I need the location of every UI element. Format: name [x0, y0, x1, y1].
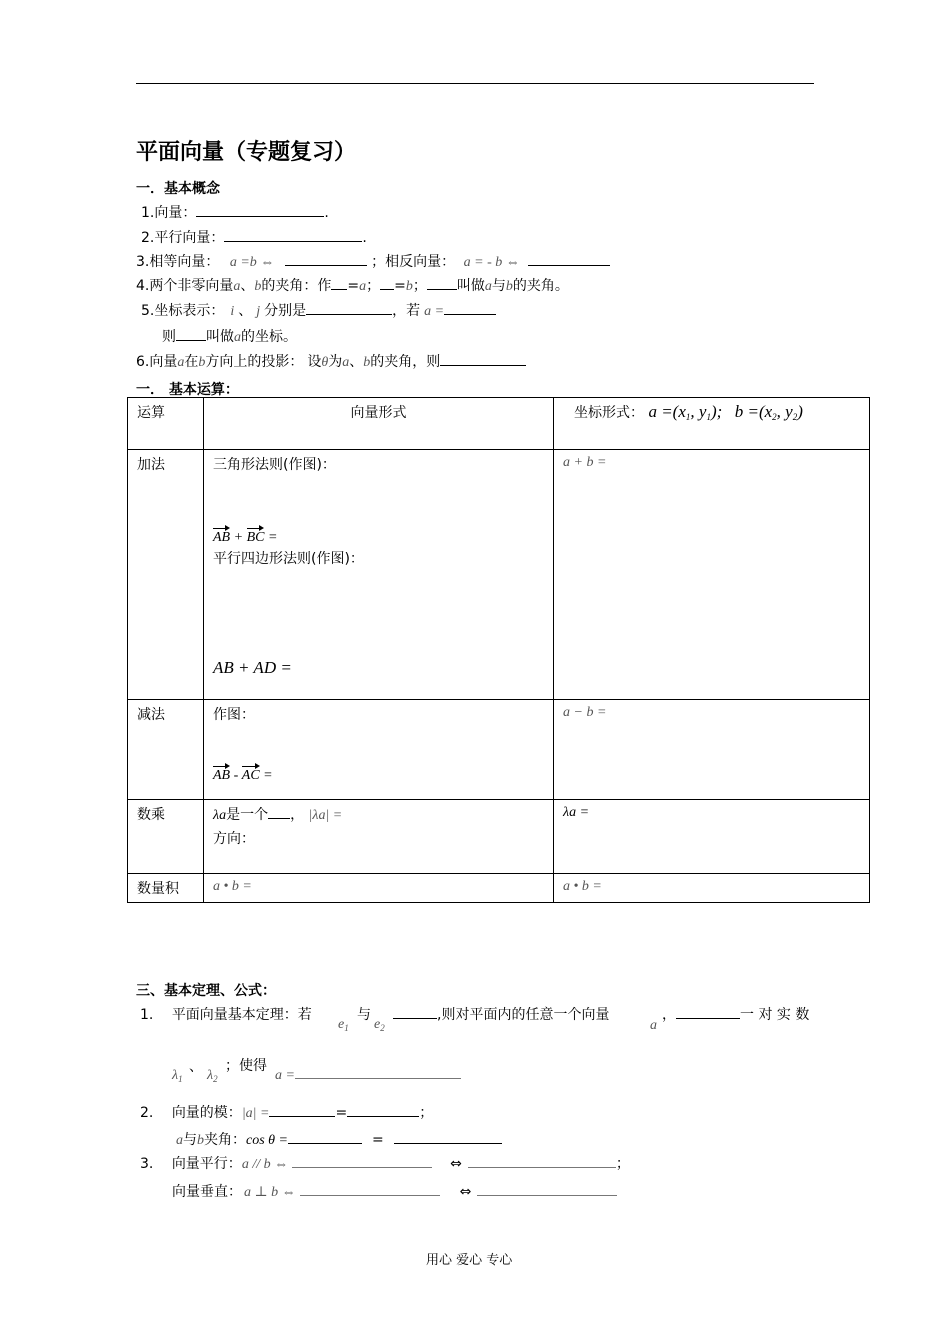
subtraction-vector-cell[interactable]: 作图： AB - AC = — [204, 700, 554, 800]
answer-blank[interactable] — [292, 1155, 432, 1168]
table-row-subtraction — [128, 700, 870, 800]
answer-blank[interactable] — [306, 302, 392, 315]
section-1-heading: 一．基本概念 — [136, 181, 220, 197]
item-4: 4.两个非零向量a、b的夹角：作 =a； =b； 叫做a与b的夹角。 — [136, 278, 569, 294]
header-rule — [136, 83, 814, 84]
answer-blank[interactable] — [444, 302, 496, 315]
table-row-scalar-multiplication — [128, 800, 870, 874]
answer-blank[interactable] — [440, 353, 526, 366]
table-header-row — [128, 398, 870, 450]
operations-table — [127, 397, 870, 903]
operation-addition: 加法 — [128, 450, 204, 700]
scalar-vector-cell[interactable]: λa是一个 ， |λa| = 方向： — [204, 800, 554, 874]
answer-blank[interactable] — [528, 253, 610, 266]
answer-blank[interactable] — [394, 1131, 502, 1144]
answer-blank[interactable] — [300, 1183, 440, 1196]
item-5: 5.坐标表示： i 、 j 分别是 ，若 a = — [141, 300, 496, 320]
answer-blank[interactable] — [295, 1066, 461, 1079]
table-row-addition — [128, 450, 870, 700]
page-footer: 用心 爱心 专心 — [426, 1253, 513, 1268]
section-3-heading: 三、基本定理、公式： — [136, 983, 276, 999]
page-title: 平面向量（专题复习） — [136, 140, 357, 165]
answer-blank[interactable] — [288, 1131, 362, 1144]
dot-product-vector-cell[interactable]: a • b = — [204, 874, 554, 903]
item-1: 1.向量： . — [141, 205, 329, 221]
answer-blank[interactable] — [268, 806, 290, 819]
scalar-coordinate-cell[interactable]: λa = — [554, 800, 870, 874]
theorem-3-perpendicular: 向量垂直： a ⊥ b ⇔ ⇔ — [172, 1181, 617, 1201]
item-5-line-2: 则 叫做a的坐标。 — [162, 329, 297, 345]
answer-blank[interactable] — [477, 1183, 617, 1196]
header-cell-operation: 运算 — [128, 398, 204, 450]
answer-blank[interactable] — [224, 229, 362, 242]
answer-blank[interactable] — [393, 1006, 437, 1019]
section-2-heading: 一． 基本运算： — [136, 382, 239, 398]
answer-blank[interactable] — [380, 277, 394, 290]
subtraction-coordinate-cell[interactable]: a − b = — [554, 700, 870, 800]
answer-blank[interactable] — [676, 1006, 740, 1019]
answer-blank[interactable] — [269, 1104, 335, 1117]
header-cell-coordinate-form: 坐标形式： $a =(x_1$, $y_1$); $b =(x_2$, $y_2$) — [554, 398, 870, 450]
addition-coordinate-cell[interactable]: a + b = — [554, 450, 870, 700]
answer-blank[interactable] — [285, 253, 367, 266]
item-3: 3.相等向量： a =b ⇔ ；相反向量： a = - b ⇔ — [136, 251, 610, 271]
item-6: 6.向量a在b方向上的投影： 设θ为a、b的夹角，则 — [136, 351, 526, 371]
answer-blank[interactable] — [468, 1155, 616, 1168]
dot-product-coordinate-cell[interactable]: a • b = — [554, 874, 870, 903]
operation-dot-product: 数量积 — [128, 874, 204, 903]
addition-vector-cell[interactable]: 三角形法则(作图)： AB + BC = 平行四边形法则(作图)： AB + AD = — [204, 450, 554, 700]
header-cell-vector-form: 向量形式 — [204, 398, 554, 450]
theorem-1: 1. 平面向量基本定理：若 — [140, 1007, 312, 1023]
answer-blank[interactable] — [331, 277, 347, 290]
theorem-3: 3. 向量平行：a // b ⇔ ⇔ ； — [140, 1156, 630, 1172]
table-row-dot-product — [128, 874, 870, 903]
answer-blank[interactable] — [347, 1104, 419, 1117]
item-2: 2.平行向量： . — [141, 230, 367, 246]
answer-blank[interactable] — [427, 277, 457, 290]
answer-blank[interactable] — [176, 328, 206, 341]
theorem-2: 2. 向量的模：|a| = = ； — [140, 1105, 434, 1121]
operation-subtraction: 减法 — [128, 700, 204, 800]
operation-scalar-multiplication: 数乘 — [128, 800, 204, 874]
theorem-2-angle: a与b夹角：cos θ = = — [176, 1129, 502, 1149]
answer-blank[interactable] — [196, 204, 324, 217]
